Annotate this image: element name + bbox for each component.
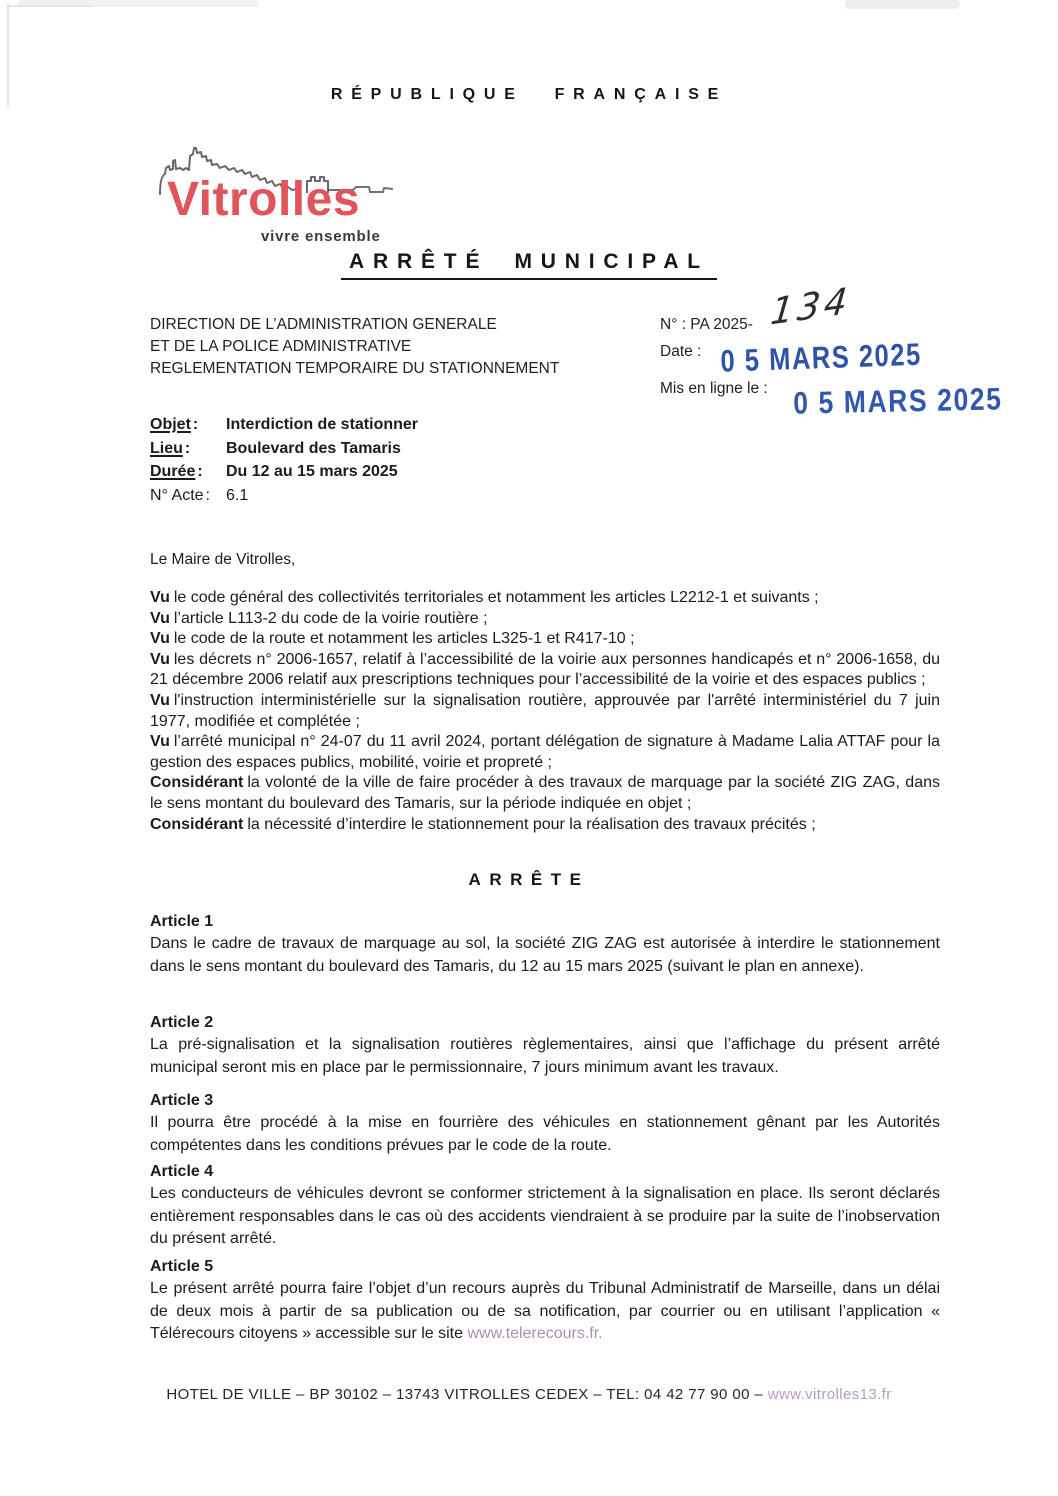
preamble-item [150,732,940,773]
meta-row-objet [150,413,710,437]
article-body: Les conducteurs de véhicules devront se conformer strictement à la signalisation en place. Ils seront déclarés entièrement responsables dans le cas où des accidents viendraient à se produire par la suite de l’inobservation du présent arrêté. [150,1185,940,1247]
meta-row-lieu [150,437,710,461]
direction-line: REGLEMENTATION TEMPORAIRE DU STATIONNEMENT [150,360,560,377]
lieu-label: Lieu [150,439,183,457]
online-date-stamp: 0 5 MARS 2025 [792,381,1003,422]
preamble-text: la nécessité d’interdire le stationnement pour la réalisation des travaux précités ; [247,815,816,833]
document-title-text: ARRÊTÉ MUNICIPAL [341,250,717,280]
duree-label: Durée [150,463,196,480]
scan-artifact [7,5,92,7]
preamble-text: la volonté de la ville de faire procéder à des travaux de marquage par la société ZIG ZAG, dans le sens montant du boulevard des Tamaris, sur la période indiquée en objet ; [150,774,940,812]
meta-block [150,413,710,507]
article-title: Article 2 [150,1014,214,1031]
article-3 [150,1090,940,1157]
article-body: Dans le cadre de travaux de marquage au sol, la société ZIG ZAG est autorisée à interdire le stationnement dans le sens montant du boulevard des Tamaris, du 12 au 15 mars 2025 (suivant le plan en annexe). [150,935,940,975]
acte-value: 6.1 [226,486,249,504]
preamble-item [150,691,940,732]
direction-line: ET DE LA POLICE ADMINISTRATIVE [150,338,412,355]
telerecours-link[interactable]: www.telerecours.fr. [467,1325,603,1342]
meta-row-acte [150,484,710,508]
preamble-item [150,609,940,630]
preamble-text: le code général des collectivités territoriales et notamment les articles L2212-1 et suivants ; [173,589,819,606]
preamble-item [150,650,940,691]
online-date-label: Mis en ligne le : [660,380,768,397]
article-2 [150,1012,940,1079]
scan-artifact [845,0,960,9]
scan-artifact [18,0,258,7]
colon: : [205,486,210,504]
article-body [150,1278,940,1346]
document-title [0,250,1058,280]
preamble-item [150,773,940,814]
colon: : [192,416,199,433]
vitrolles-website-link[interactable]: www.vitrolles13.fr [767,1386,892,1403]
page-footer [0,1386,1058,1403]
logo-wordmark: Vitrolles [167,173,361,226]
preamble-text: les décrets n° 2006-1657, relatif à l’accessibilité de la voirie aux personnes handicapés et n° 2006-1658, du 21 décembre 2006 relatif aux prescriptions techniques pour l’accessibilité de la voirie et des espaces publics ; [150,650,940,689]
article-title: Article 1 [150,913,214,930]
preamble-item [150,815,940,836]
preamble-block [150,588,940,835]
article-4 [150,1161,940,1251]
objet-label: Objet [150,416,191,433]
acte-label: N° Acte [150,486,204,504]
date-label: Date : [660,343,702,360]
preamble-lead: Vu [150,630,170,648]
colon: : [197,463,203,480]
date-stamp: 0 5 MARS 2025 [719,337,923,380]
arrete-heading [0,870,1058,890]
direction-line: DIRECTION DE L’ADMINISTRATION GENERALE [150,316,497,333]
preamble-item [150,588,940,609]
preamble-lead: Vu [150,650,170,668]
salutation: Le Maire de Vitrolles, [150,551,296,568]
preamble-lead: Considérant [150,774,244,792]
objet-value: Interdiction de stationner [226,416,419,433]
preamble-lead: Vu [150,589,170,606]
arrete-heading-text: ARRÊTE [468,870,590,889]
republique-francaise-header: RÉPUBLIQUE FRANÇAISE [330,86,728,103]
preamble-text: l’arrêté municipal n° 24-07 du 11 avril 2024, portant délégation de signature à Madame Lalia ATTAF pour la gestion des espaces publics, mobilité, voirie et propreté ; [150,733,940,771]
article-5 [150,1256,940,1346]
lieu-value: Boulevard des Tamaris [226,439,401,457]
direction-block [150,314,670,380]
vitrolles-logo [155,142,425,252]
preamble-text: l’article L113-2 du code de la voirie routière ; [173,609,488,627]
footer-text: HOTEL DE VILLE – BP 30102 – 13743 VITROLLES CEDEX – TEL: 04 42 77 90 00 – [166,1386,768,1403]
article-title: Article 4 [150,1163,214,1180]
arrete-number-handwritten: 134 [768,280,854,334]
preamble-text: l'instruction interministérielle sur la signalisation routière, approuvée par l'arrêté interministériel du 7 juin 1977, modifiée et complétée ; [150,691,940,730]
article-body-text: Le présent arrêté pourra faire l’objet d’un recours auprès du Tribunal Administratif de Marseille, dans un délai de deux mois à partir de sa publication ou de sa notification, par courrier ou en utilisant l’application « Télérecours citoyens » accessible sur le site [150,1280,940,1342]
article-title: Article 5 [150,1258,214,1275]
logo-tagline: vivre ensemble [261,228,381,245]
preamble-lead: Vu [150,733,170,751]
colon: : [184,439,191,457]
duree-value: Du 12 au 15 mars 2025 [226,463,398,480]
article-body: La pré-signalisation et la signalisation routières règlementaires, ainsi que l’affichage du présent arrêté municipal seront mis en place par le permissionnaire, 7 jours minimum avant les travaux. [150,1036,940,1076]
preamble-text: le code de la route et notamment les articles L325-1 et R417-10 ; [173,630,635,648]
article-title: Article 3 [150,1092,214,1109]
preamble-item [150,629,940,650]
arrete-number-label: N° : PA 2025- [660,316,753,333]
preamble-lead: Vu [150,609,170,627]
meta-row-duree [150,460,710,484]
preamble-lead: Considérant [150,815,244,833]
preamble-lead: Vu [150,691,170,709]
article-body: Il pourra être procédé à la mise en fourrière des véhicules en stationnement gênant par les Autorités compétentes dans les conditions prévues par le code de la route. [150,1114,940,1154]
article-1 [150,911,940,978]
